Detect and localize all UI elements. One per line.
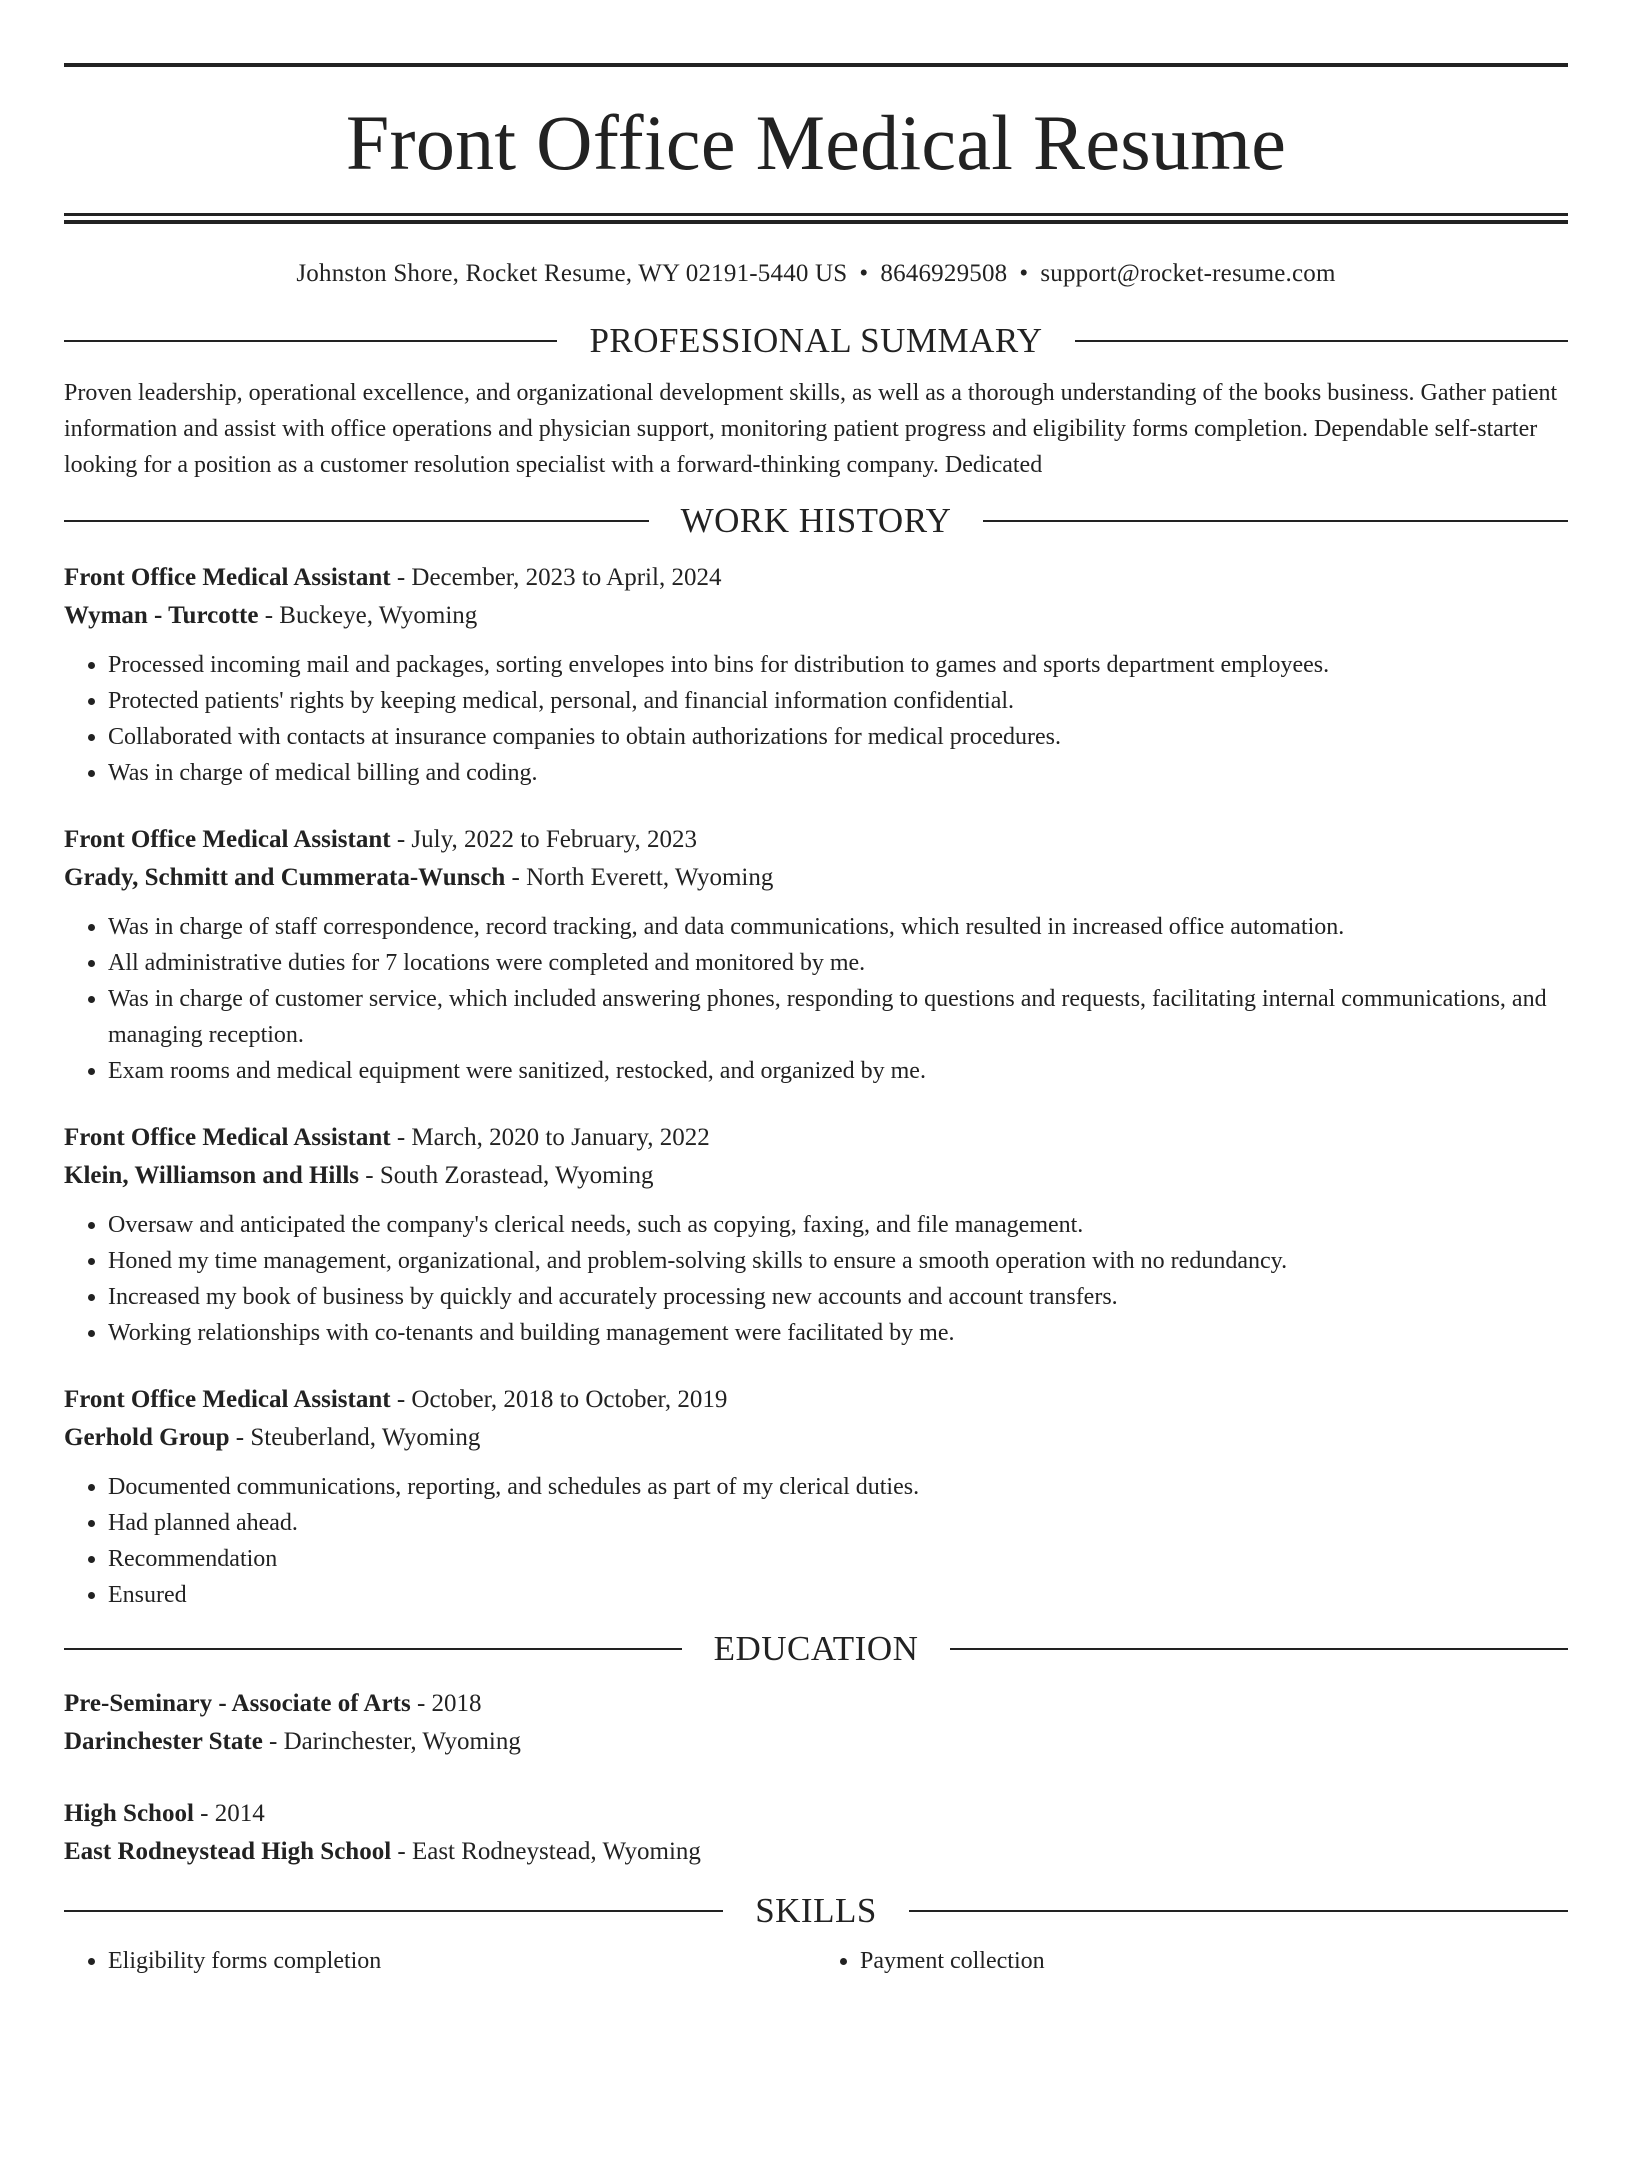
job-entry	[64, 1381, 1568, 1613]
skills-bullets	[816, 1943, 1568, 1979]
education-year: - 2018	[410, 1690, 482, 1717]
section-heading-work-history	[64, 501, 1568, 541]
education-location: - Darinchester, Wyoming	[262, 1728, 521, 1755]
job-entry	[64, 821, 1568, 1089]
job-title-line	[64, 821, 1568, 859]
job-bullets	[64, 1207, 1568, 1351]
list-item: • Was in charge of staff correspondence, record tracking, and data communications, which resulted in increased office automation.	[108, 909, 1568, 945]
section-heading-label: EDUCATION	[713, 1629, 919, 1668]
summary-text: Proven leadership, operational excellence, and organizational development skills, as well as a thorough understanding of the books business. Gather patient information and assist with office operations and physician support, monitoring patient progress and eligibility forms completion. Dependable self-starter looking for a position as a customer resolution specialist with a forward-thinking company. Dedicated	[64, 380, 1558, 478]
top-rule	[64, 63, 1568, 67]
list-item: • Oversaw and anticipated the company's clerical needs, such as copying, faxing, and file management.	[108, 1207, 1568, 1243]
list-item: • Was in charge of medical billing and coding.	[108, 755, 1568, 791]
job-location: - South Zorastead, Wyoming	[359, 1162, 654, 1189]
job-company: Grady, Schmitt and Cummerata-Wunsch	[64, 864, 506, 891]
job-dates: - December, 2023 to April, 2024	[390, 564, 722, 591]
job-title: Front Office Medical Assistant	[64, 1124, 391, 1151]
heading-rule	[64, 1648, 682, 1650]
job-company-line	[64, 1419, 1568, 1457]
job-bullets	[64, 909, 1568, 1089]
list-item: • Ensured	[108, 1577, 1568, 1613]
education-entry	[64, 1685, 1568, 1761]
job-location: - Buckeye, Wyoming	[258, 602, 478, 629]
education-school: East Rodneystead High School	[64, 1838, 392, 1865]
education-year: - 2014	[193, 1800, 265, 1827]
list-item: • Payment collection	[860, 1943, 1568, 1979]
list-item: • Recommendation	[108, 1541, 1568, 1577]
job-bullets	[64, 1469, 1568, 1613]
skills-column-right	[816, 1943, 1568, 1979]
job-company-line	[64, 1157, 1568, 1195]
education-degree-line	[64, 1795, 1568, 1833]
heading-rule	[64, 520, 649, 522]
section-heading-label: PROFESSIONAL SUMMARY	[589, 321, 1043, 360]
job-company: Klein, Williamson and Hills	[64, 1162, 359, 1189]
job-location: - Steuberland, Wyoming	[229, 1424, 481, 1451]
heading-rule	[950, 1648, 1568, 1650]
skills-list	[64, 1943, 1568, 1979]
contact-separator: •	[1019, 260, 1029, 287]
job-location: - North Everett, Wyoming	[505, 864, 774, 891]
education-degree-line	[64, 1685, 1568, 1723]
contact-email[interactable]: support@rocket-resume.com	[1040, 260, 1336, 287]
list-item: • Was in charge of customer service, which included answering phones, responding to questions and requests, facilitating internal communications, and managing reception.	[108, 981, 1568, 1053]
heading-rule	[64, 340, 557, 342]
education-school-line	[64, 1723, 1568, 1761]
job-title-line	[64, 559, 1568, 597]
job-company-line	[64, 859, 1568, 897]
education-school-line	[64, 1833, 1568, 1871]
job-title-line	[64, 1119, 1568, 1157]
list-item: • All administrative duties for 7 locations were completed and monitored by me.	[108, 945, 1568, 981]
list-item: • Processed incoming mail and packages, sorting envelopes into bins for distribution to games and sports department employees.	[108, 647, 1568, 683]
list-item: • Eligibility forms completion	[108, 1943, 816, 1979]
list-item: • Documented communications, reporting, and schedules as part of my clerical duties.	[108, 1469, 1568, 1505]
job-title: Front Office Medical Assistant	[64, 826, 391, 853]
skills-bullets	[64, 1943, 816, 1979]
education-degree: High School	[64, 1800, 194, 1827]
education-location: - East Rodneystead, Wyoming	[391, 1838, 701, 1865]
section-heading-label: WORK HISTORY	[680, 501, 952, 540]
job-dates: - March, 2020 to January, 2022	[390, 1124, 710, 1151]
heading-rule	[909, 1910, 1568, 1912]
title-double-rule	[64, 213, 1568, 224]
contact-line	[64, 257, 1568, 291]
education-school: Darinchester State	[64, 1728, 263, 1755]
skills-column-left	[64, 1943, 816, 1979]
education-degree: Pre-Seminary - Associate of Arts	[64, 1690, 411, 1717]
job-title-line	[64, 1381, 1568, 1419]
job-company-line	[64, 597, 1568, 635]
list-item: • Had planned ahead.	[108, 1505, 1568, 1541]
education-entry	[64, 1795, 1568, 1871]
job-dates: - July, 2022 to February, 2023	[390, 826, 698, 853]
job-company: Gerhold Group	[64, 1424, 230, 1451]
list-item: • Increased my book of business by quickly and accurately processing new accounts and account transfers.	[108, 1279, 1568, 1315]
job-entry	[64, 1119, 1568, 1351]
list-item: • Collaborated with contacts at insurance companies to obtain authorizations for medical procedures.	[108, 719, 1568, 755]
list-item: • Honed my time management, organizational, and problem-solving skills to ensure a smooth operation with no redundancy.	[108, 1243, 1568, 1279]
list-item: • Exam rooms and medical equipment were sanitized, restocked, and organized by me.	[108, 1053, 1568, 1089]
job-bullets	[64, 647, 1568, 791]
section-heading-skills	[64, 1891, 1568, 1931]
section-heading-education	[64, 1629, 1568, 1669]
heading-rule	[64, 1910, 723, 1912]
job-company: Wyman - Turcotte	[64, 602, 259, 629]
list-item: • Working relationships with co-tenants and building management were facilitated by me.	[108, 1315, 1568, 1351]
job-dates: - October, 2018 to October, 2019	[390, 1386, 728, 1413]
resume-page	[0, 63, 1632, 2175]
heading-rule	[1075, 340, 1568, 342]
contact-address: Johnston Shore, Rocket Resume, WY 02191-5440 US	[296, 260, 848, 287]
contact-separator: •	[859, 260, 869, 287]
heading-rule	[983, 520, 1568, 522]
section-heading-summary	[64, 321, 1568, 361]
contact-phone: 8646929508	[880, 260, 1008, 287]
section-heading-label: SKILLS	[755, 1891, 877, 1930]
job-title: Front Office Medical Assistant	[64, 564, 391, 591]
job-entry	[64, 559, 1568, 791]
resume-title: Front Office Medical Resume	[345, 99, 1287, 186]
job-title: Front Office Medical Assistant	[64, 1386, 391, 1413]
list-item: • Protected patients' rights by keeping medical, personal, and financial information confidential.	[108, 683, 1568, 719]
